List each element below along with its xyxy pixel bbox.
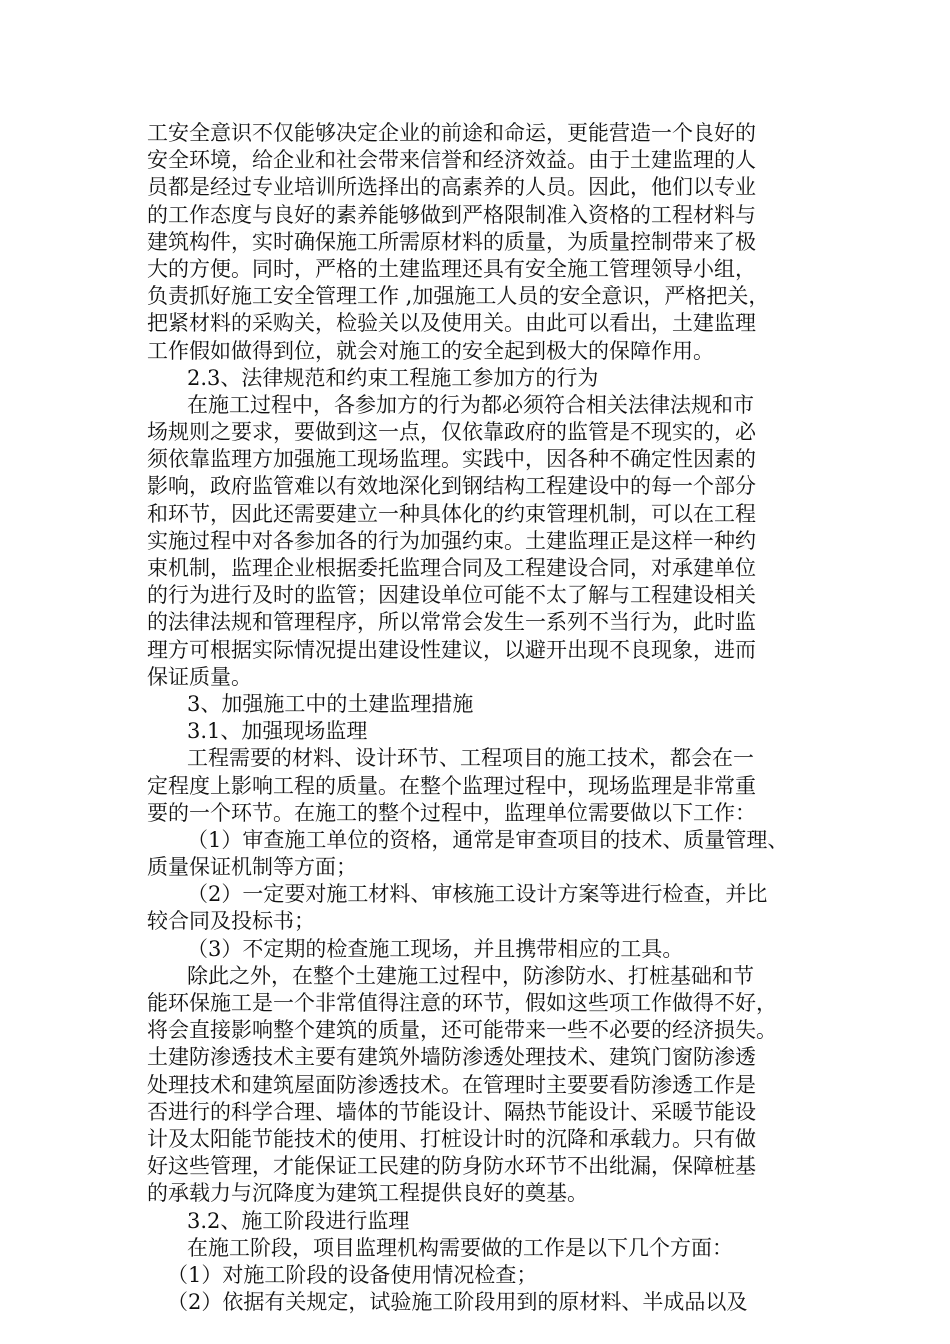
text-line: 实施过程中对各参加各的行为加强约束。土建监理正是这样一种约 bbox=[147, 528, 756, 553]
text-line: 好这些管理，才能保证工民建的防身防水环节不出纰漏，保障桩基 bbox=[147, 1154, 756, 1179]
text-line: 大的方便。同时，严格的土建监理还具有安全施工管理领导小组， bbox=[147, 256, 756, 281]
text-line: 3、加强施工中的土建监理措施 bbox=[187, 691, 474, 716]
document-body bbox=[147, 120, 817, 1316]
text-line: 3.1、加强现场监理 bbox=[187, 719, 368, 744]
text-line: （3）不定期的检查施工现场，并且携带相应的工具。 bbox=[187, 936, 684, 961]
text-line: 保证质量。 bbox=[147, 664, 252, 689]
text-line: 场规则之要求，要做到这一点，仅依靠政府的监管是不现实的，必 bbox=[147, 420, 756, 445]
text-line: 负责抓好施工安全管理工作 ,加强施工人员的安全意识，严格把关， bbox=[147, 284, 770, 309]
text-line: 和环节，因此还需要建立一种具体化的约束管理机制，可以在工程 bbox=[147, 501, 756, 526]
text-line: 安全环境，给企业和社会带来信誉和经济效益。由于土建监理的人 bbox=[147, 148, 756, 173]
text-line: （1）审查施工单位的资格，通常是审查项目的技术、质量管理、 bbox=[187, 827, 789, 852]
text-line: 处理技术和建筑屋面防渗透技术。在管理时主要要看防渗透工作是 bbox=[147, 1072, 756, 1097]
text-line: 工程需要的材料、设计环节、工程项目的施工技术，都会在一 bbox=[187, 746, 754, 771]
text-line: 把紧材料的采购关，检验关以及使用关。由此可以看出，土建监理 bbox=[147, 311, 756, 336]
text-line: 须依靠监理方加强施工现场监理。实践中，因各种不确定性因素的 bbox=[147, 447, 756, 472]
text-line: 工安全意识不仅能够决定企业的前途和命运，更能营造一个良好的 bbox=[147, 121, 756, 145]
text-line: 否进行的科学合理、墙体的节能设计、隔热节能设计、采暖节能设 bbox=[147, 1099, 756, 1124]
text-line: 在施工过程中，各参加方的行为都必须符合相关法律法规和市 bbox=[187, 392, 754, 417]
text-line: 的行为进行及时的监管；因建设单位可能不太了解与工程建设相关 bbox=[147, 583, 756, 608]
text-line: 的法律法规和管理程序，所以常常会发生一系列不当行为，此时监 bbox=[147, 610, 756, 635]
text-line: 计及太阳能节能技术的使用、打桩设计时的沉降和承载力。只有做 bbox=[147, 1126, 756, 1151]
text-line: 除此之外，在整个土建施工过程中，防渗防水、打桩基础和节 bbox=[187, 963, 754, 988]
text-line: 影响，政府监管难以有效地深化到钢结构工程建设中的每一个部分 bbox=[147, 474, 756, 499]
text-line: （2）一定要对施工材料、审核施工设计方案等进行检查，并比 bbox=[187, 882, 768, 907]
text-line: 束机制，监理企业根据委托监理合同及工程建设合同，对承建单位 bbox=[147, 556, 756, 580]
text-line: 定程度上影响工程的质量。在整个监理过程中，现场监理是非常重 bbox=[147, 773, 756, 798]
text-line: 员都是经过专业培训所选择出的高素养的人员。因此，他们以专业 bbox=[147, 175, 756, 200]
text-line: （2）依据有关规定，试验施工阶段用到的原材料、半成品以及 bbox=[167, 1290, 748, 1315]
text-line: 土建防渗透技术主要有建筑外墙防渗透处理技术、建筑门窗防渗透 bbox=[147, 1045, 756, 1070]
text-line: 较合同及投标书； bbox=[147, 909, 315, 934]
text-line: 工作假如做得到位，就会对施工的安全起到极大的保障作用。 bbox=[147, 338, 714, 363]
text-line: 将会直接影响整个建筑的质量，还可能带来一些不必要的经济损失。 bbox=[147, 1018, 777, 1043]
text-line: 3.2、施工阶段进行监理 bbox=[187, 1208, 410, 1233]
text-line: 的承载力与沉降度为建筑工程提供良好的奠基。 bbox=[147, 1181, 588, 1206]
text-line: 的工作态度与良好的素养能够做到严格限制准入资格的工程材料与 bbox=[147, 202, 756, 227]
text-line: 建筑构件，实时确保施工所需原材料的质量，为质量控制带来了极 bbox=[147, 229, 756, 254]
text-line: 2.3、法律规范和约束工程施工参加方的行为 bbox=[187, 365, 599, 390]
text-line: 质量保证机制等方面； bbox=[147, 855, 357, 880]
text-line: 要的一个环节。在施工的整个过程中，监理单位需要做以下工作： bbox=[147, 800, 756, 825]
text-line: 能环保施工是一个非常值得注意的环节，假如这些项工作做得不好， bbox=[147, 991, 777, 1015]
text-line: 理方可根据实际情况提出建设性建议，以避开出现不良现象，进而 bbox=[147, 637, 756, 662]
text-line: 在施工阶段，项目监理机构需要做的工作是以下几个方面： bbox=[187, 1235, 733, 1260]
text-line: （1）对施工阶段的设备使用情况检查； bbox=[167, 1262, 538, 1287]
